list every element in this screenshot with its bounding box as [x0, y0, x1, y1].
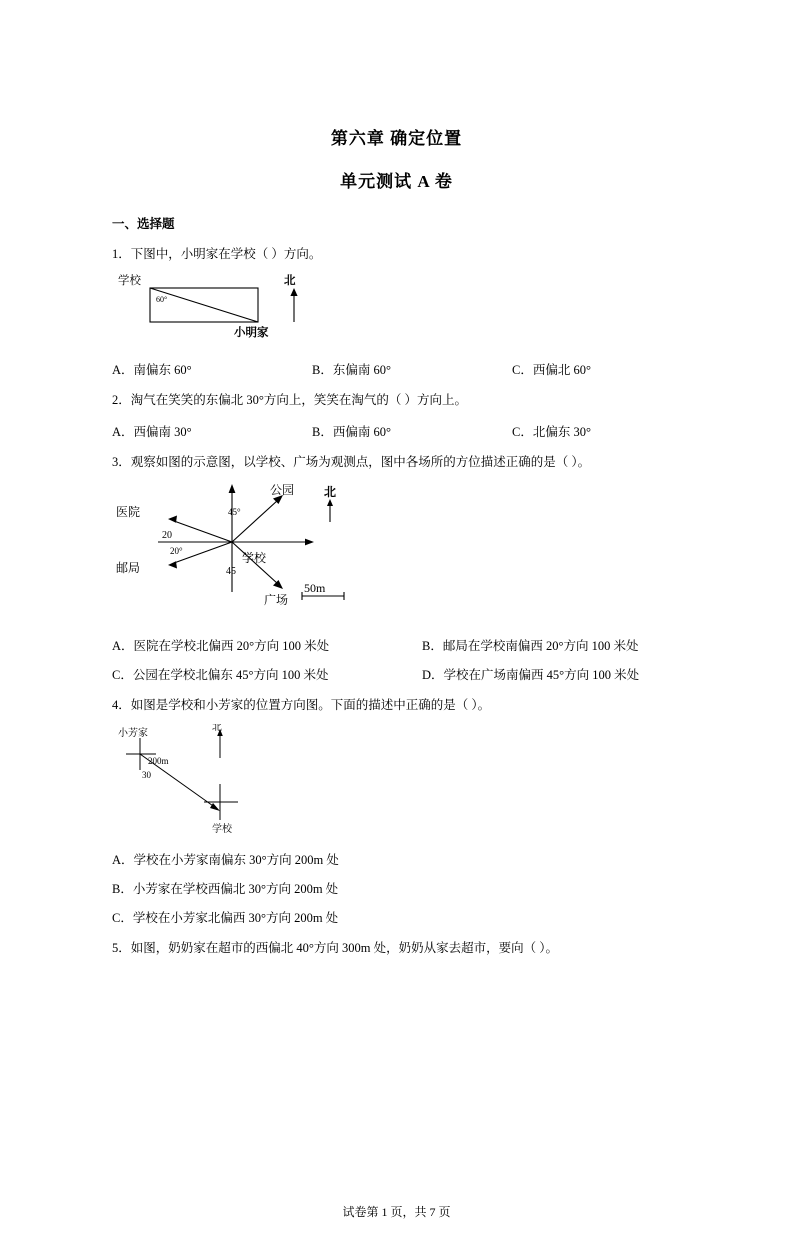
label-north: 北 [284, 275, 296, 288]
label-angle-30: 30 [142, 769, 151, 780]
question-4-text: 4．如图是学校和小芳家的位置方向图。下面的描述中正确的是（ ）。 [112, 698, 491, 713]
label-angle-45-top: 45° [228, 507, 241, 518]
option-c[interactable]: C．西偏北 60° [512, 363, 591, 378]
question-4-option-c[interactable]: C．学校在小芳家北偏西 30°方向 200m 处 [112, 910, 339, 925]
label-north-q3: 北 [324, 485, 337, 500]
label-square: 广场 [264, 593, 289, 608]
label-home: 小明家 [234, 327, 269, 340]
label-angle-20-top: 20 [162, 530, 172, 542]
document-page [0, 124, 793, 1246]
option-b[interactable]: B．邮局在学校南偏西 20°方向 100 米处 [422, 639, 639, 654]
label-angle-60: 60° [156, 295, 168, 305]
question-5-text: 5．如图，奶奶家在超市的西偏北 40°方向 300m 处，奶奶从家去超市，要向（ ）。 [112, 940, 558, 955]
question-4-option-b[interactable]: B．小芳家在学校西偏北 30°方向 200m 处 [112, 881, 339, 896]
section-heading: 一、选择题 [112, 217, 175, 231]
option-a[interactable]: A．西偏南 30° [112, 424, 192, 439]
page-subtitle: 单元测试 A 卷 [340, 172, 453, 191]
option-b[interactable]: B．西偏南 60° [312, 424, 391, 439]
option-a[interactable]: A．南偏东 60° [112, 363, 192, 378]
option-c[interactable]: C．北偏东 30° [512, 424, 591, 439]
page-footer: 试卷第 1 页，共 7 页 [342, 1205, 451, 1219]
question-4-figure [112, 724, 681, 839]
option-d[interactable]: D．学校在广场南偏西 45°方向 100 米处 [422, 668, 640, 683]
question-3-options-row1 [112, 636, 681, 654]
label-hospital: 医院 [116, 505, 141, 520]
label-school: 学校 [118, 275, 141, 288]
label-xiaofang-home: 小芳家 [118, 727, 148, 739]
option-b[interactable]: B．东偏南 60° [312, 363, 391, 378]
question-2-text: 2．淘气在笑笑的东偏北 30°方向上，笑笑在淘气的（ ）方向上。 [112, 393, 467, 408]
question-4-option-a[interactable]: A．学校在小芳家南偏东 30°方向 200m 处 [112, 852, 339, 867]
question-1-text: 1．下图中，小明家在学校（ ）方向。 [112, 247, 322, 261]
question-3-figure [112, 480, 681, 625]
label-post-office: 邮局 [116, 561, 141, 576]
label-north-q4: 北 [212, 723, 222, 733]
label-scale: 50m [304, 581, 326, 596]
question-3-options-row2 [112, 665, 681, 683]
page-title: 第六章 确定位置 [330, 129, 463, 148]
label-angle-45-bottom: 45 [226, 566, 236, 578]
question-1-figure [112, 272, 681, 349]
question-2-options [112, 422, 681, 440]
label-park: 公园 [270, 483, 295, 498]
label-school-q3: 学校 [242, 551, 267, 566]
label-angle-20-bottom: 20° [170, 546, 183, 557]
option-a[interactable]: A．医院在学校北偏西 20°方向 100 米处 [112, 639, 330, 654]
option-c[interactable]: C．公园在学校北偏东 45°方向 100 米处 [112, 668, 329, 683]
label-distance-200m: 200m [148, 755, 169, 766]
label-school-q4: 学校 [212, 823, 232, 834]
question-1-options [112, 360, 681, 378]
question-3-text: 3．观察如图的示意图，以学校、广场为观测点，图中各场所的方位描述正确的是（ ）。 [112, 454, 591, 469]
